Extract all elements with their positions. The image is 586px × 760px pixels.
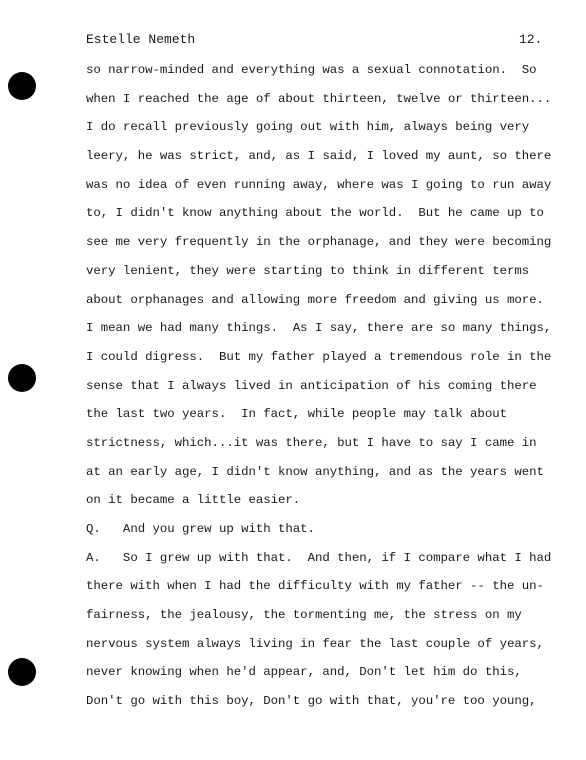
text-line: sense that I always lived in anticipation of his coming there xyxy=(86,378,537,393)
answer-line: A. So I grew up with that. And then, if I compare what I had xyxy=(86,550,552,565)
text-line: fairness, the jealousy, the tormenting me, the stress on my xyxy=(86,608,522,623)
text-line: the last two years. In fact, while people may talk about xyxy=(86,407,507,422)
text-line: leery, he was strict, and, as I said, I loved my aunt, so there xyxy=(86,149,552,164)
binder-hole-bottom xyxy=(8,658,36,686)
text-line: Don't go with this boy, Don't go with that, you're too young, xyxy=(86,694,537,709)
text-line: so narrow-minded and everything was a sexual connotation. So xyxy=(86,63,537,77)
interviewee-name: Estelle Nemeth xyxy=(86,32,196,47)
text-line: I do recall previously going out with him, always being very xyxy=(86,120,530,135)
text-line: see me very frequently in the orphanage, and they were becoming xyxy=(86,235,552,250)
text-line: very lenient, they were starting to think in different terms xyxy=(86,263,530,278)
text-line: never knowing when he'd appear, and, Don't let him do this, xyxy=(86,665,522,680)
text-line: nervous system always living in fear the last couple of years, xyxy=(86,636,544,651)
text-line: was no idea of even running away, where was I going to run away xyxy=(86,177,552,192)
text-line: strictness, which...it was there, but I have to say I came in xyxy=(86,435,537,450)
text-line: to, I didn't know anything about the world. But he came up to xyxy=(86,206,544,221)
text-line: I mean we had many things. As I say, there are so many things, xyxy=(86,321,552,336)
question-line: Q. And you grew up with that. xyxy=(86,522,315,536)
text-line: on it became a little easier. xyxy=(86,493,301,508)
binder-hole-top xyxy=(8,72,36,100)
text-line: I could digress. But my father played a tremendous role in the xyxy=(86,349,552,364)
page-number: 12. xyxy=(519,32,543,47)
text-line: there with when I had the difficulty with my father -- the un- xyxy=(86,579,544,594)
transcript-body xyxy=(86,60,552,720)
text-line: when I reached the age of about thirteen, twelve or thirteen... xyxy=(86,91,552,106)
text-line: at an early age, I didn't know anything, and as the years went xyxy=(86,464,544,479)
text-line: about orphanages and allowing more freedom and giving us more. xyxy=(86,292,544,307)
binder-hole-middle xyxy=(8,364,36,392)
